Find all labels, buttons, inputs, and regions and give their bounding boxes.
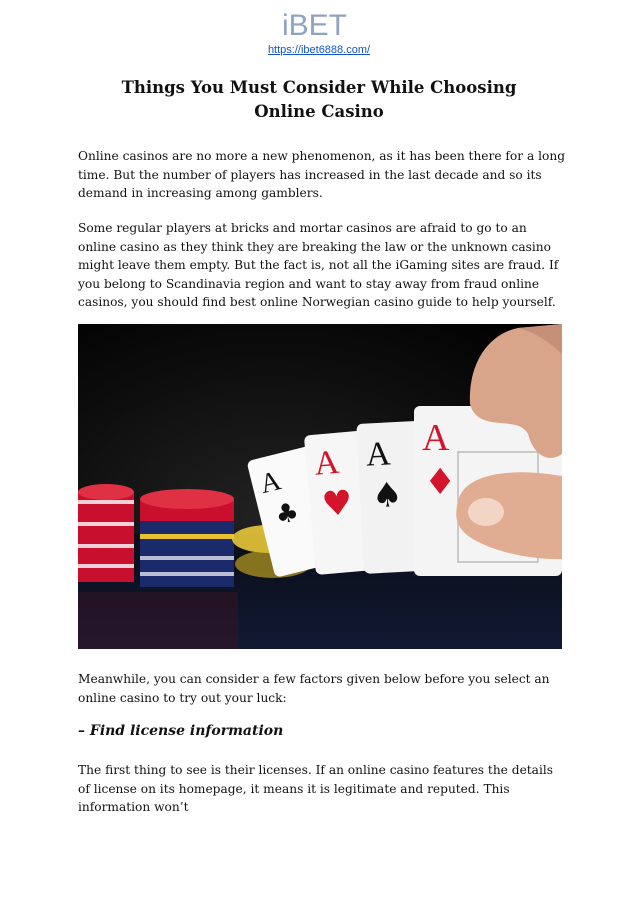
svg-text:A: A [422, 417, 450, 459]
svg-text:A: A [364, 435, 392, 474]
svg-text:A: A [312, 443, 341, 483]
svg-text:♠: ♠ [371, 474, 404, 517]
paragraph-intro: Online casinos are no more a new phenomenon, as it has been there for a long time. But the number of players has increased in the last decade and so its demand in increasing among gamblers. [78, 149, 565, 200]
logo-text: iBET [282, 9, 348, 40]
svg-text:♣: ♣ [272, 496, 303, 532]
svg-text:A: A [256, 465, 285, 501]
chip-stack-red [78, 484, 134, 582]
ibet-logo [280, 8, 360, 40]
casino-cards-photo [78, 324, 562, 649]
paragraph-licenses: The first thing to see is their licenses. If an online casino features the details of license on its homepage, it means it is legitimate and reputed. This information won’t [78, 763, 553, 814]
paragraph-factors: Meanwhile, you can consider a few factors given below before you select an online casino to try out your luck: [78, 672, 550, 705]
paragraph-fraud: Some regular players at bricks and mortar casinos are afraid to go to an online casino as they think they are breaking the law or the unknown casino might leave them empty. But the fact is, not all the iGaming sites are fraud. If you belong to Scandinavia region and want to stay away from fraud online casinos, you should find best online Norwegian casino guide to help yourself. [78, 221, 559, 309]
chip-stack-blue [140, 489, 234, 587]
svg-text:♦: ♦ [424, 462, 457, 503]
article-title: Things You Must Consider While Choosing Online Casino [121, 78, 517, 121]
site-link[interactable]: https://ibet6888.com/ [267, 44, 371, 56]
section-heading-license: – Find license information [78, 723, 284, 739]
svg-text:♥: ♥ [320, 482, 355, 526]
